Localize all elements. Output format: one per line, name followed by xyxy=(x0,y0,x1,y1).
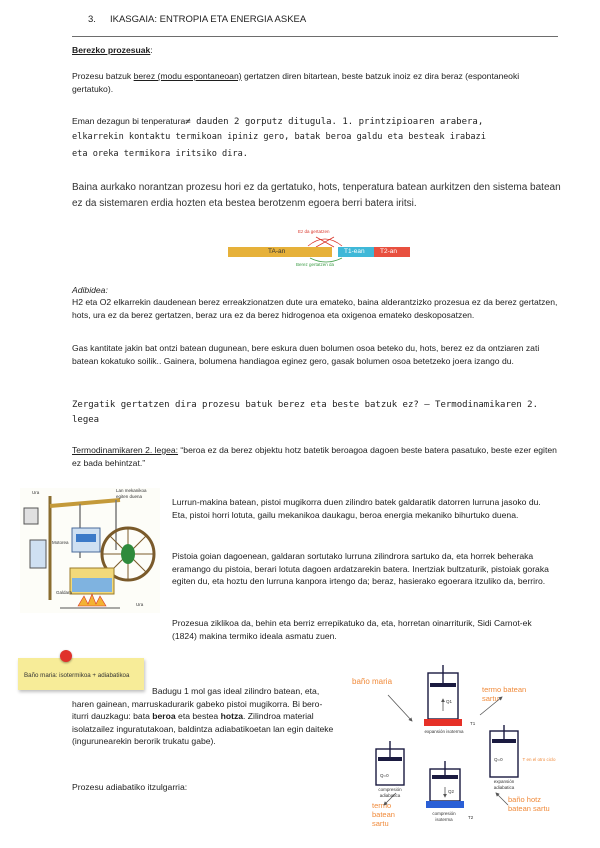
example-line2: Gas kantitate jakin bat ontzi batean dugunean, bere eskura duen bolumen osoa beteko du, hots, berez ez da ontziaren zati batean kokatuko soilik.. Gainera, bolumena handiagoa eginez gero, gasak bolumen osoa betetzeko joera izango du. xyxy=(72,343,540,366)
question-heading: Zergatik gertatzen dira prozesu batuk berez eta beste batzuk ez? – Termodinamikaren 2. legea xyxy=(72,400,538,425)
label-t2: T2 xyxy=(468,815,474,820)
label-boiler: Galdara xyxy=(56,590,73,595)
label-mechanical-work: Lan mekanikoa egiten duena xyxy=(116,488,147,499)
carnot-cycle-diagram xyxy=(350,665,580,845)
steam-para1: Lurrun-makina batean, pistoi mugikorra duen zilindro batek galdaratik datorren lurruna jasoko du. Eta, pistoi horri lotuta, gailu mekanikoa daukagu, beroa energia mekaniko bihurtuko duena. xyxy=(172,497,541,520)
bar-t2: T2-an xyxy=(374,247,410,257)
bar-ta: TA-an xyxy=(228,247,332,257)
pin-icon xyxy=(60,650,72,662)
steam-para3: Prozesua ziklikoa da, behin eta berriz errepikatuko da, eta, horretan oinarriturik, Sidi Carnot-ek (1824) makina termiko ideala asmatu zuen. xyxy=(172,618,532,641)
example-heading: Adibidea: xyxy=(72,285,108,295)
gas-paragraph: Badugu 1 mol gas ideal zilindro batean, eta, haren gainean, marruskadurarik gabeko pistoi mugikorra. Bi bero-iturri dauzkagu: bata beroa eta bestea hotza. Zilindroa material isolatzailez inguratutakoan, baldintza adiabatikoetan lan egin daiteke (ingurunearekin berorik trukatu gabe). xyxy=(72,686,334,747)
label-water-bottom: Ura xyxy=(136,602,144,607)
not-happening-label: Ez da gertatzen xyxy=(298,229,330,234)
para-opposite: Baina aurkako norantzan prozesu hori ez da gertatuko, hots, tenperatura batean aurkitzen den sistema batean ez da sistemaren erdia hozten eta bestea berotzenm egoera berri batera iritsi. xyxy=(72,182,561,209)
label-t-note: T en el otro ciclo xyxy=(522,757,556,762)
label-motor: Motorea xyxy=(52,540,69,545)
header-title: IKASGAIA: ENTROPIA ETA ENERGIA ASKEA xyxy=(110,14,307,25)
second-law: Termodinamikaren 2. legea: “beroa ez da berez objektu hotz batetik beroagoa dagoen beste batera pasatuko, beste ezer egiten ez bada behintzat.” xyxy=(72,445,557,468)
carnot-cylinders-icon xyxy=(350,665,580,845)
label-q0-left: Q=0 xyxy=(380,773,389,778)
label-water-top: Ura xyxy=(32,490,40,495)
label-q2: Q2 xyxy=(448,789,455,794)
label-bano-hotz: baño hotz batean sartu xyxy=(508,795,550,813)
label-compresion-adiabatica: compresión adiabatica xyxy=(378,787,402,798)
crossed-arrows-icon xyxy=(306,234,344,248)
bar-t1: T1-ean xyxy=(338,247,374,257)
label-compresion-isoterma: compresión isoterma xyxy=(432,811,456,822)
section-heading: Berezko prozesuak: xyxy=(72,45,153,55)
spontaneous-label: Berez gertatzen da xyxy=(296,262,335,267)
para-two-bodies: Eman dezagun bi tenperatura≠ dauden 2 gorputz ditugula. 1. printzipioaren arabera, elkarrekin kontaktu termikoan ipiniz gero, batak beroa galdu eta besteak irabazi eta oreka termikora iritsiko dira. xyxy=(72,116,486,159)
gas-adiabatic-heading: Prozesu adiabatiko itzulgarria: xyxy=(72,782,188,792)
label-expansion-isoterma: expansión isoterma xyxy=(424,729,464,734)
steam-engine-icon xyxy=(20,488,160,613)
label-termo-sartu-bottom: termo batean sartu xyxy=(372,801,395,828)
label-q1: Q1 xyxy=(446,699,453,704)
header-rule xyxy=(72,36,558,37)
temperature-diagram xyxy=(228,229,412,269)
label-t1: T1 xyxy=(470,721,476,726)
label-termo-sartu-top: termo batean sartu xyxy=(482,685,527,703)
example-line1: H2 eta O2 elkarrekin daudenean berez erreakzionatzen dute ura emateko, baina alderantzizko prozesua ez da berez gertatzen, hots, ura ez da berez gertatzen, beraz ura ez da berez hidrogenoa eta oxigenoa emateko deskoposatzen. xyxy=(72,297,558,320)
header-number: 3. xyxy=(88,14,96,25)
label-expansion-adiabatica: expansión adiabatica xyxy=(493,779,515,790)
label-q0-right: Q=0 xyxy=(494,757,503,762)
para-spontaneous: Prozesu batzuk berez (modu espontaneoan) gertatzen diren bitartean, beste batzuk inoiz ez dira beraz (espontaneoki gertatuko). xyxy=(72,71,520,94)
steam-para2: Pistoia goian dagoenean, galdaran sortutako lurruna zilindrora sartuko da, eta horrek beheraka eramango du pistoia, berari lotuta dagoen ardatzarekin batera. Inertziak bultzaturik, pistoiak goraka egiten du, eta hoztu den lurruna kanpora irtengo da; beraz, hasierako egoerara itzuliko da, berriro. xyxy=(172,551,549,587)
sticky-note: Baño maria: isotermikoa + adiabatikoa xyxy=(18,658,144,690)
label-bano-maria: baño maria xyxy=(352,677,393,686)
steam-engine-illustration xyxy=(20,488,160,613)
